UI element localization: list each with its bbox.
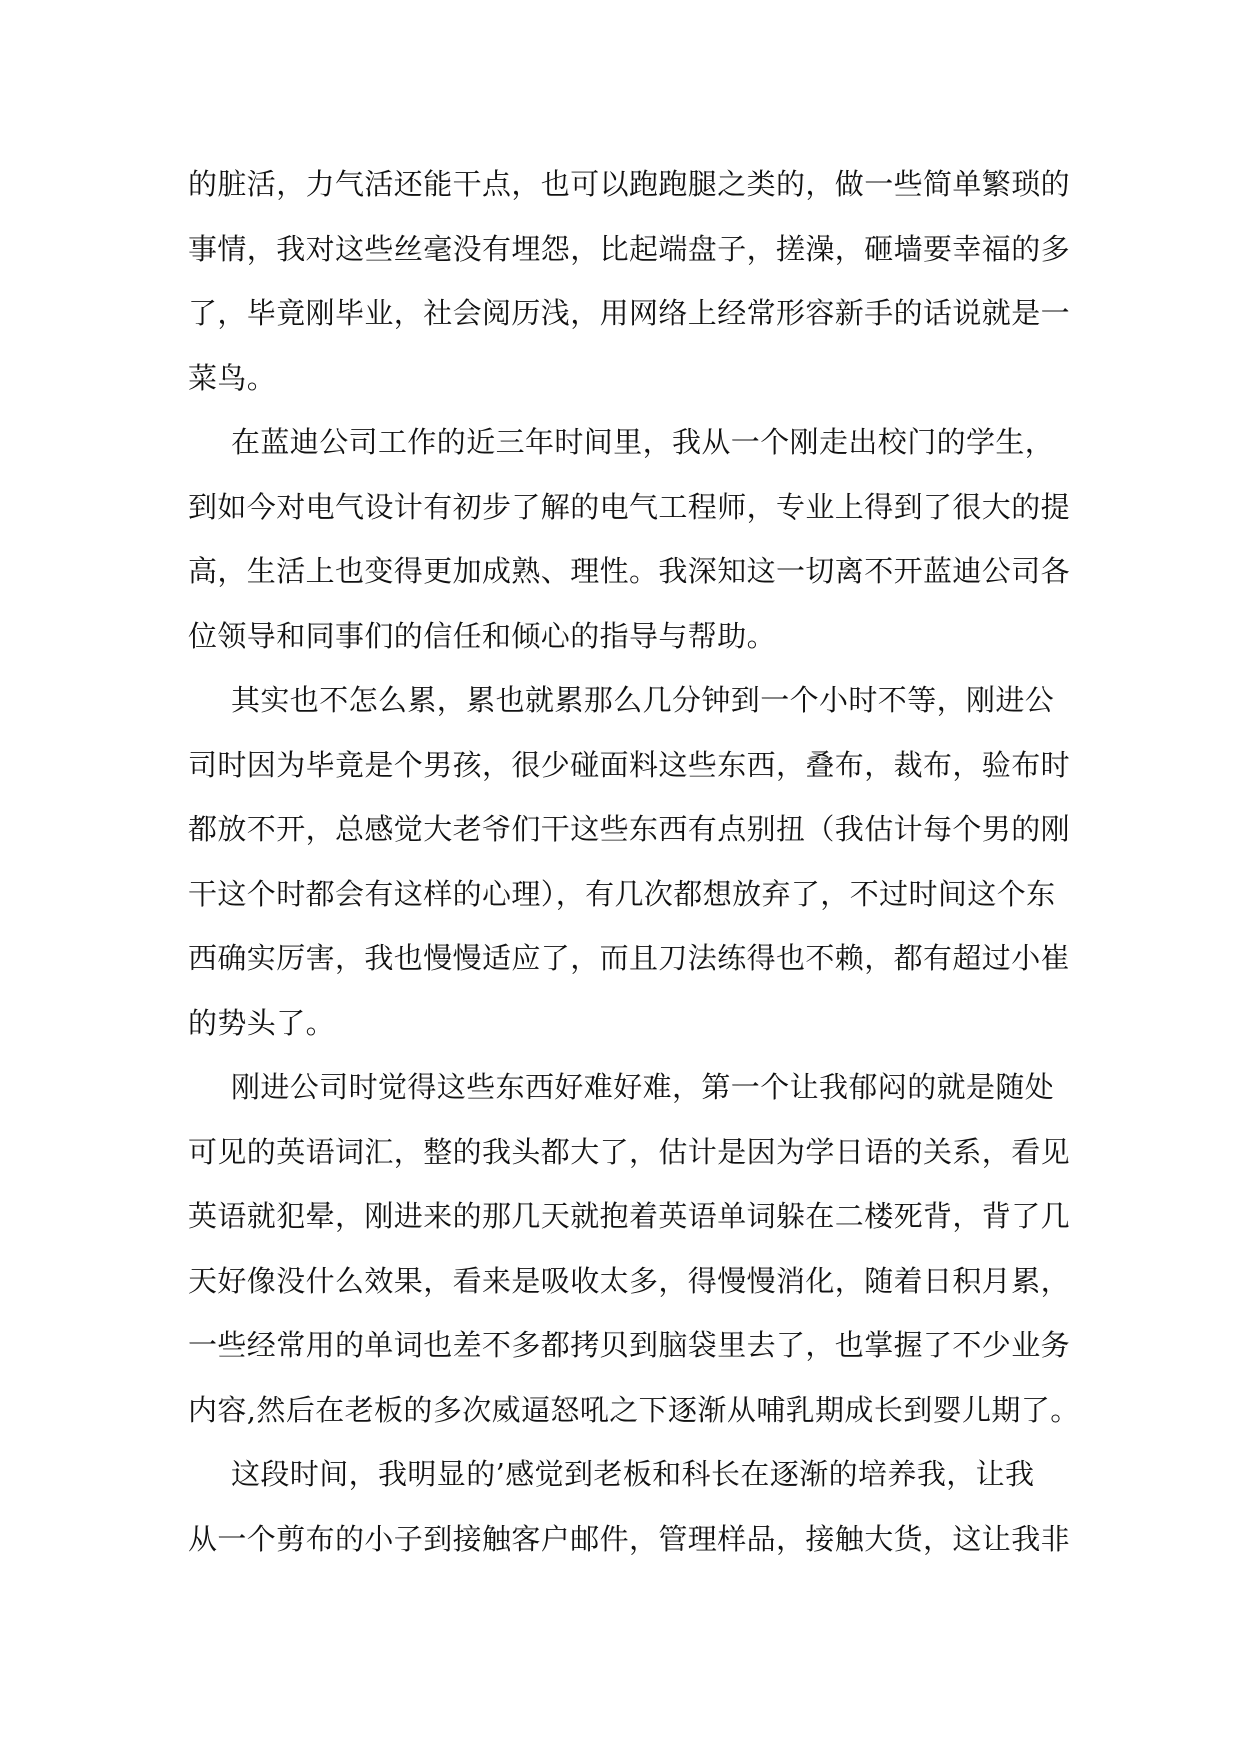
text-line: 一些经常用的单词也差不多都拷贝到脑袋里去了，也掌握了不少业务 — [188, 1328, 1071, 1362]
text-line: 到如今对电气设计有初步了解的电气工程师，专业上得到了很大的提 — [188, 489, 1071, 524]
paragraph-first-line: 这段时间，我明显的’感觉到老板和科长在逐渐的培养我，让我 — [231, 1457, 1035, 1491]
text-line: 干这个时都会有这样的心理），有几次都想放弃了，不过时间这个东 — [188, 876, 1056, 911]
paragraph-first-line: 其实也不怎么累，累也就累那么几分钟到一个小时不等，刚进公 — [231, 683, 1055, 717]
text-line: 高，生活上也变得更加成熟、理性。我深知这一切离不开蓝迪公司各 — [188, 554, 1071, 588]
text-line: 天好像没什么效果，看来是吸收太多，得慢慢消化，随着日积月累， — [188, 1263, 1071, 1298]
text-line: 的势头了。 — [188, 1005, 336, 1040]
text-line: 从一个剪布的小子到接触客户邮件，管理样品，接触大货，这让我非 — [188, 1521, 1071, 1556]
text-line: 位领导和同事们的信任和倾心的指导与帮助。 — [188, 618, 777, 653]
text-line: 的脏活，力气活还能干点，也可以跑跑腿之类的，做一些简单繁琐的 — [188, 167, 1071, 201]
text-line: 内容,然后在老板的多次威逼怒吼之下逐渐从哺乳期成长到婴儿期了。 — [188, 1392, 1080, 1427]
text-line: 了，毕竟刚毕业，社会阅历浅，用网络上经常形容新手的话说就是一 — [188, 296, 1071, 330]
text-line: 可见的英语词汇，整的我头都大了，估计是因为学日语的关系，看见 — [188, 1134, 1071, 1169]
paragraph-first-line: 刚进公司时觉得这些东西好难好难，第一个让我郁闷的就是随处 — [231, 1070, 1055, 1104]
text-line: 西确实厉害，我也慢慢适应了，而且刀法练得也不赖，都有超过小崔 — [188, 941, 1071, 975]
text-line: 都放不开，总感觉大老爷们干这些东西有点别扭（我估计每个男的刚 — [188, 812, 1071, 846]
text-line: 英语就犯晕，刚进来的那几天就抱着英语单词躲在二楼死背，背了几 — [188, 1199, 1071, 1233]
paragraph-first-line: 在蓝迪公司工作的近三年时间里，我从一个刚走出校门的学生， — [231, 425, 1055, 459]
text-line: 菜鸟。 — [188, 360, 277, 395]
text-line: 事情，我对这些丝毫没有埋怨，比起端盘子，搓澡，砸墙要幸福的多 — [188, 231, 1071, 266]
body-text — [188, 152, 1080, 1571]
text-line: 司时因为毕竟是个男孩，很少碰面料这些东西，叠布，裁布，验布时 — [188, 747, 1071, 782]
